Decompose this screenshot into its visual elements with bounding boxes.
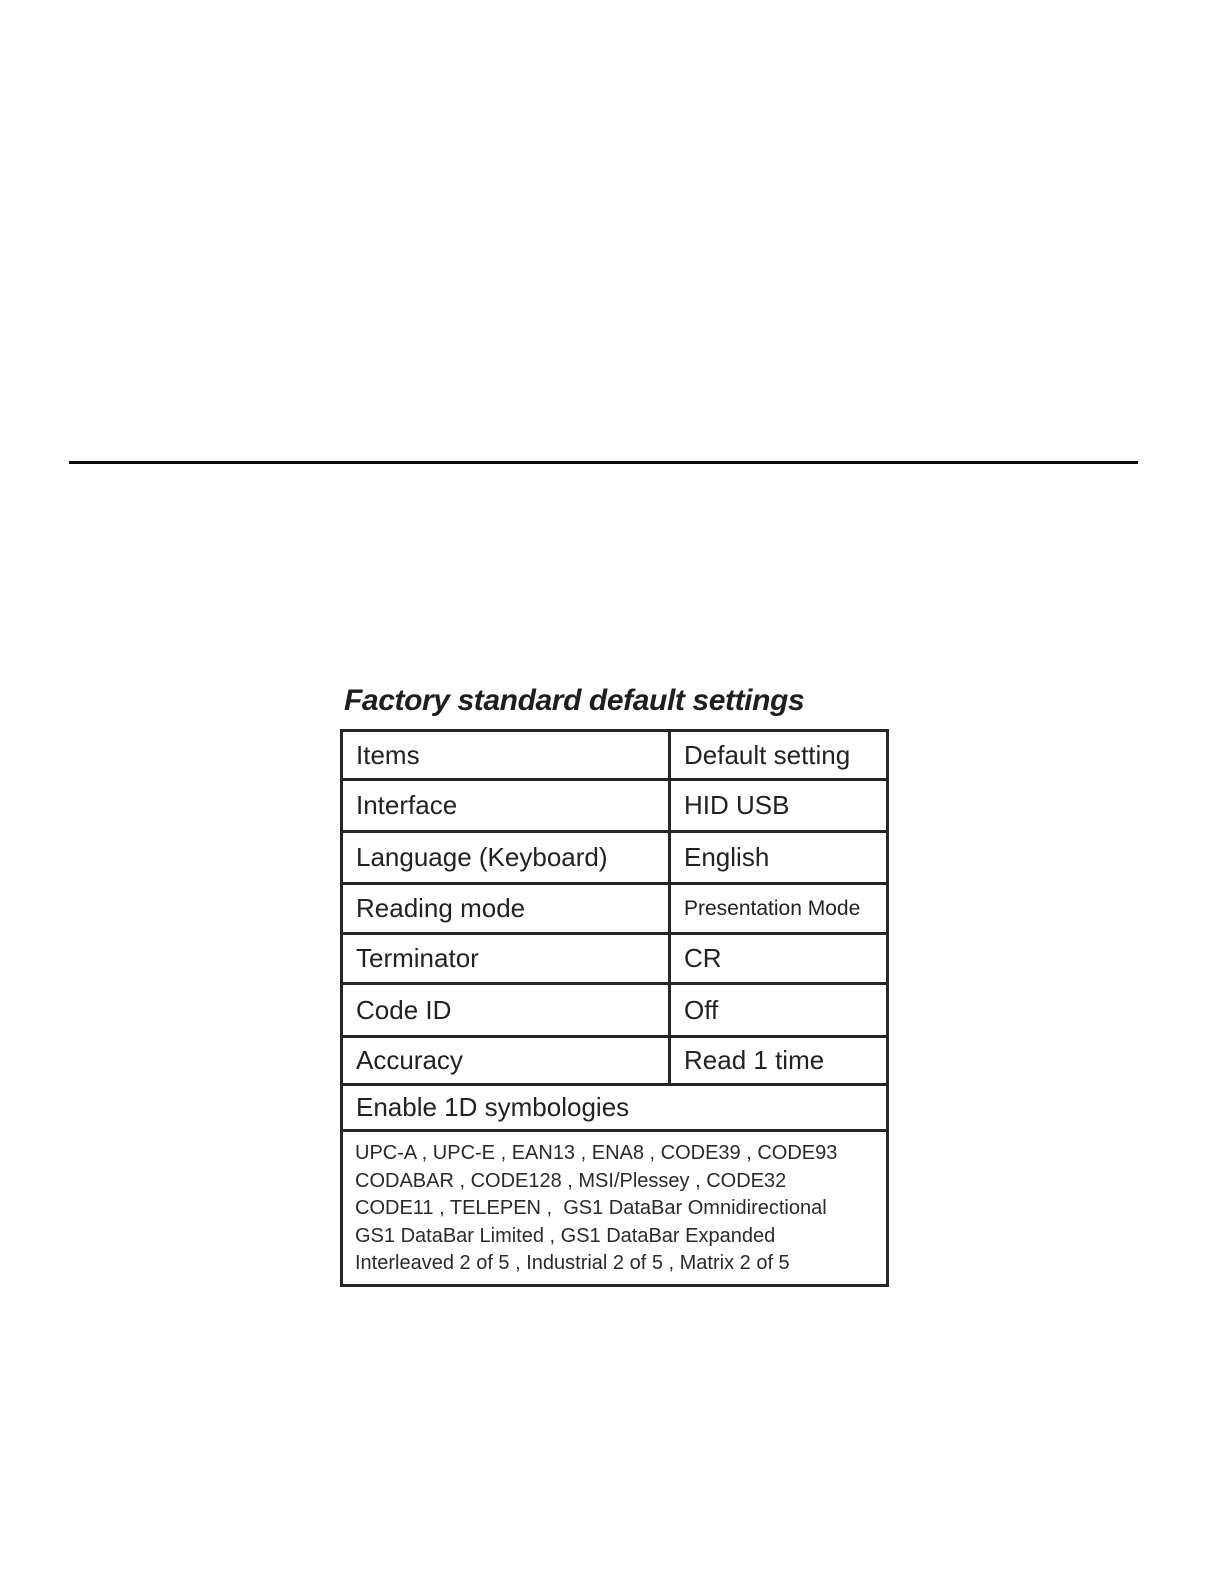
symbology-line: Interleaved 2 of 5 , Industrial 2 of 5 , Matrix 2 of 5 — [355, 1252, 790, 1274]
symbologies-header-row — [342, 1085, 888, 1131]
enable-1d-symbologies-cell: Enable 1D symbologies — [342, 1085, 888, 1131]
symbology-line: GS1 DataBar Limited , GS1 DataBar Expanded — [355, 1224, 776, 1247]
row-value-cell: Off — [670, 984, 888, 1037]
row-item-cell: Language (Keyboard) — [342, 832, 670, 884]
symbologies-list-cell — [342, 1131, 888, 1286]
header-items-cell: Items — [342, 731, 670, 780]
factory-defaults-table — [340, 729, 889, 1287]
table-row-code-id — [342, 984, 888, 1037]
table-row-accuracy — [342, 1037, 888, 1085]
table-row-interface — [342, 780, 888, 832]
row-value-cell: English — [670, 832, 888, 884]
symbologies-list-row — [342, 1131, 888, 1286]
row-item-cell: Accuracy — [342, 1037, 670, 1085]
horizontal-rule — [69, 461, 1138, 464]
section-title: Factory standard default settings — [344, 684, 805, 717]
row-item-cell: Reading mode — [342, 884, 670, 934]
symbology-line: CODE11 , TELEPEN , GS1 DataBar Omnidirectional — [355, 1197, 827, 1219]
header-default-setting-cell: Default setting — [670, 731, 888, 780]
row-item-cell: Terminator — [342, 934, 670, 984]
row-value-cell: CR — [670, 934, 888, 984]
row-item-cell: Interface — [342, 780, 670, 832]
symbology-line: UPC-A , UPC-E , EAN13 , ENA8 , CODE39 , CODE93 — [355, 1142, 838, 1164]
row-value-cell: Read 1 time — [670, 1037, 888, 1085]
table-row-reading-mode — [342, 884, 888, 934]
symbology-line: CODABAR , CODE128 , MSI/Plessey , CODE32 — [355, 1169, 787, 1192]
row-item-cell: Code ID — [342, 984, 670, 1037]
table-row-terminator — [342, 934, 888, 984]
table-header-row — [342, 731, 888, 780]
row-value-cell: HID USB — [670, 780, 888, 832]
row-value-cell: Presentation Mode — [670, 884, 888, 934]
table-row-language — [342, 832, 888, 884]
